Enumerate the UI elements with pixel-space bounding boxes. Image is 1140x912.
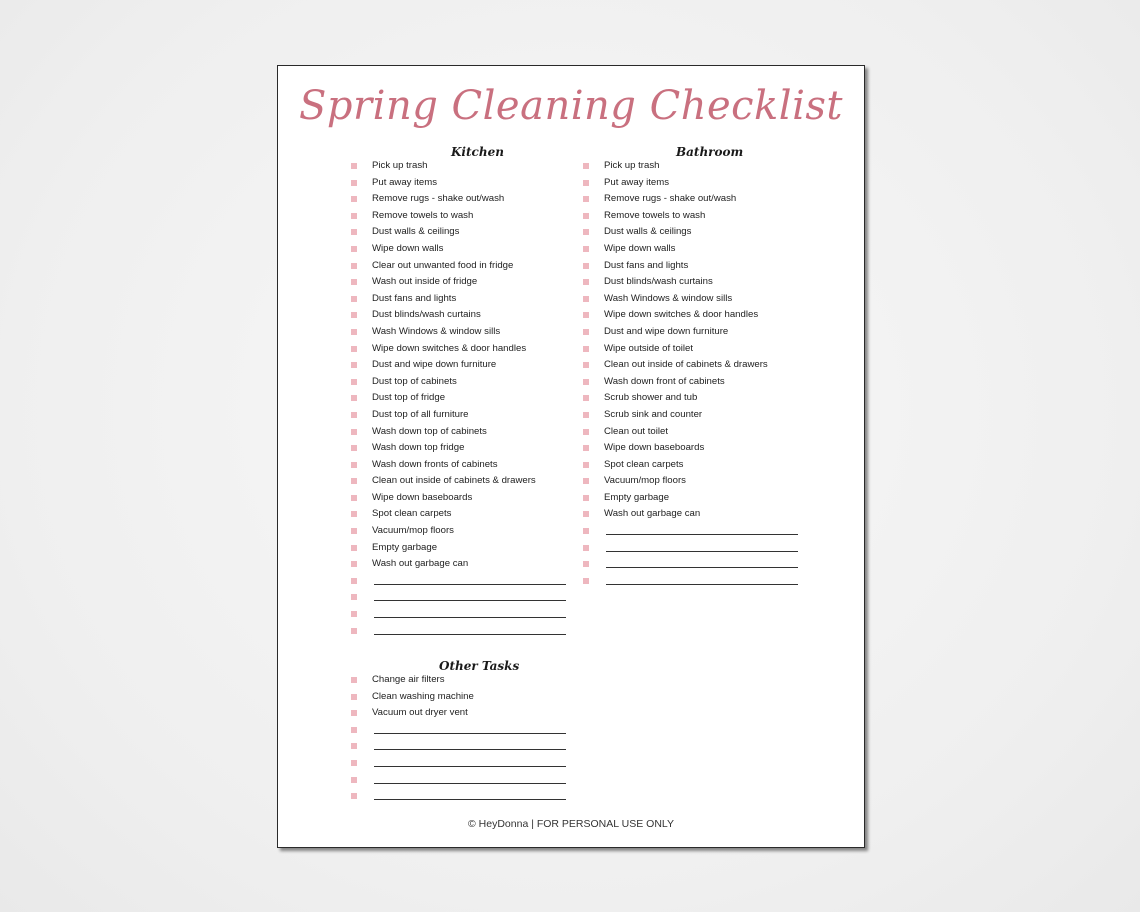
checkbox[interactable] [351,229,357,235]
checkbox[interactable] [351,611,357,617]
item-label: Wash out garbage can [604,508,701,520]
checklist-item [351,341,536,358]
blank-write-in-line[interactable] [374,733,566,734]
item-label: Wipe outside of toilet [604,342,694,354]
item-label: Remove rugs - shake out/wash [604,193,737,205]
checkbox[interactable] [351,545,357,551]
checkbox[interactable] [351,511,357,517]
checkbox[interactable] [351,180,357,186]
copyright-footer: © HeyDonna | FOR PERSONAL USE ONLY [468,818,674,830]
checkbox[interactable] [351,462,357,468]
checklist-item [583,424,768,441]
checklist-item [583,523,768,540]
item-label: Dust top of all furniture [372,408,469,420]
checklist-item [583,540,768,557]
checklist-item [351,788,474,805]
checkbox[interactable] [351,743,357,749]
checkbox[interactable] [583,213,589,219]
item-label: Dust fans and lights [604,259,689,271]
checklist-item [583,208,768,225]
page-title: Spring Cleaning Checklist [299,83,843,129]
blank-write-in-line[interactable] [374,766,566,767]
checkbox[interactable] [583,495,589,501]
checklist-item [583,490,768,507]
checkbox[interactable] [351,412,357,418]
checkbox[interactable] [583,445,589,451]
checkbox[interactable] [351,710,357,716]
checklist-item [351,672,474,689]
checkbox[interactable] [351,395,357,401]
item-label: Dust top of cabinets [372,375,457,387]
checklist-item [351,606,536,623]
item-label: Wipe down baseboards [372,491,473,503]
checklist-item [351,374,536,391]
checkbox[interactable] [351,727,357,733]
checkbox[interactable] [351,346,357,352]
item-label: Remove towels to wash [372,209,474,221]
checkbox[interactable] [351,478,357,484]
blank-write-in-line[interactable] [374,634,566,635]
blank-write-in-line[interactable] [606,551,798,552]
checkbox[interactable] [351,263,357,269]
checkbox[interactable] [583,528,589,534]
checklist-item [351,490,536,507]
checkbox[interactable] [351,312,357,318]
checklist-item [583,224,768,241]
blank-write-in-line[interactable] [374,783,566,784]
checkbox[interactable] [351,296,357,302]
item-label: Wash out inside of fridge [372,276,478,288]
blank-write-in-line[interactable] [606,534,798,535]
item-label: Dust walls & ceilings [372,226,460,238]
item-label: Spot clean carpets [604,458,684,470]
checkbox[interactable] [583,263,589,269]
checkbox[interactable] [351,379,357,385]
checklist-item [351,755,474,772]
checkbox[interactable] [583,229,589,235]
checkbox[interactable] [351,495,357,501]
item-label: Dust and wipe down furniture [604,325,729,337]
item-label: Wipe down walls [604,242,676,254]
checkbox[interactable] [351,628,357,634]
checklist-item [351,772,474,789]
item-label: Wash Windows & window sills [372,325,501,337]
checkbox[interactable] [351,279,357,285]
checklist-item [351,556,536,573]
checklist-item [351,623,536,640]
checklist-item [351,705,474,722]
item-label: Wipe down walls [372,242,444,254]
item-label: Vacuum/mop floors [372,525,454,537]
checkbox[interactable] [351,213,357,219]
checklist-item [351,175,536,192]
checkbox[interactable] [583,329,589,335]
checklist-item [583,258,768,275]
checklist-item [351,208,536,225]
item-label: Clean out inside of cabinets & drawers [604,359,768,371]
checklist-item [583,158,768,175]
blank-write-in-line[interactable] [374,799,566,800]
kitchen-list [351,158,536,639]
checkbox[interactable] [583,312,589,318]
checklist-item [351,573,536,590]
checklist-item [351,589,536,606]
checklist-item [351,689,474,706]
checklist-item [583,407,768,424]
checklist-item [583,241,768,258]
item-label: Wipe down switches & door handles [372,342,527,354]
checkbox[interactable] [583,511,589,517]
item-label: Wash down fronts of cabinets [372,458,498,470]
checklist-item [351,324,536,341]
item-label: Wipe down switches & door handles [604,309,759,321]
checklist-item [351,440,536,457]
checkbox[interactable] [583,246,589,252]
item-label: Wash down top fridge [372,442,465,454]
checklist-item [351,523,536,540]
item-label: Dust blinds/wash curtains [372,309,481,321]
checklist-item [583,291,768,308]
checkbox[interactable] [351,760,357,766]
item-label: Pick up trash [372,160,428,171]
checklist-item [583,506,768,523]
checklist-item [351,258,536,275]
checkbox[interactable] [351,561,357,567]
checkbox[interactable] [351,793,357,799]
checkbox[interactable] [583,362,589,368]
checkbox[interactable] [583,296,589,302]
item-label: Clean out toilet [604,425,668,437]
item-label: Clean out inside of cabinets & drawers [372,475,536,487]
blank-write-in-line[interactable] [374,600,566,601]
item-label: Scrub sink and counter [604,408,703,420]
checkbox[interactable] [583,379,589,385]
checklist-item [351,224,536,241]
checklist-item [583,324,768,341]
item-label: Wash down front of cabinets [604,375,725,387]
checkbox[interactable] [351,594,357,600]
blank-write-in-line[interactable] [606,584,798,585]
item-label: Dust blinds/wash curtains [604,276,713,288]
checkbox[interactable] [583,395,589,401]
blank-write-in-line[interactable] [374,749,566,750]
checklist-item [351,540,536,557]
checklist-item [583,573,768,590]
checkbox[interactable] [583,180,589,186]
bathroom-heading: Bathroom [676,145,744,159]
blank-write-in-line[interactable] [374,617,566,618]
checklist-item [583,374,768,391]
item-label: Wash down top of cabinets [372,425,487,437]
checkbox[interactable] [583,545,589,551]
checklist-item [351,291,536,308]
checkbox[interactable] [351,445,357,451]
checklist-item [351,738,474,755]
item-label: Pick up trash [604,160,660,171]
checklist-item [583,274,768,291]
checkbox[interactable] [351,528,357,534]
checklist-item [583,191,768,208]
checklist-item [583,357,768,374]
checkbox[interactable] [583,462,589,468]
item-label: Put away items [372,176,438,188]
blank-write-in-line[interactable] [374,584,566,585]
item-label: Change air filters [372,674,445,685]
item-label: Remove towels to wash [604,209,706,221]
item-label: Vacuum out dryer vent [372,707,468,719]
kitchen-heading: Kitchen [451,145,504,159]
checkbox[interactable] [583,196,589,202]
checklist-item [351,457,536,474]
checklist-item [351,357,536,374]
checklist-item [351,473,536,490]
checklist-item [351,390,536,407]
item-label: Wash out garbage can [372,558,469,570]
bathroom-list [583,158,768,589]
item-label: Dust fans and lights [372,292,457,304]
checkbox[interactable] [583,561,589,567]
checklist-sheet [277,65,865,848]
item-label: Wash Windows & window sills [604,292,733,304]
checklist-item [583,457,768,474]
checkbox[interactable] [583,412,589,418]
item-label: Spot clean carpets [372,508,452,520]
checkbox[interactable] [351,429,357,435]
checkbox[interactable] [351,163,357,169]
checkbox[interactable] [351,694,357,700]
checklist-item [583,307,768,324]
item-label: Dust walls & ceilings [604,226,692,238]
checklist-item [583,556,768,573]
checkbox[interactable] [583,478,589,484]
checklist-item [351,274,536,291]
item-label: Dust top of fridge [372,392,446,404]
checkbox[interactable] [583,429,589,435]
item-label: Clear out unwanted food in fridge [372,259,514,271]
checkbox[interactable] [351,246,357,252]
checklist-item [583,175,768,192]
checkbox[interactable] [583,279,589,285]
checkbox[interactable] [351,196,357,202]
item-label: Dust and wipe down furniture [372,359,497,371]
checklist-item [583,473,768,490]
checkbox[interactable] [351,777,357,783]
checklist-item [583,341,768,358]
checkbox[interactable] [583,346,589,352]
checklist-item [583,440,768,457]
checkbox[interactable] [351,329,357,335]
other-tasks-list [351,672,474,805]
item-label: Empty garbage [372,541,438,553]
item-label: Put away items [604,176,670,188]
checklist-item [351,407,536,424]
checkbox[interactable] [583,163,589,169]
item-label: Empty garbage [604,491,670,503]
checklist-item [351,424,536,441]
checklist-item [351,158,536,175]
checklist-item [351,722,474,739]
item-label: Clean washing machine [372,690,474,702]
checklist-item [583,390,768,407]
blank-write-in-line[interactable] [606,567,798,568]
item-label: Vacuum/mop floors [604,475,686,487]
item-label: Remove rugs - shake out/wash [372,193,505,205]
other-tasks-heading: Other Tasks [439,659,520,673]
checklist-item [351,241,536,258]
checklist-item [351,191,536,208]
checklist-item [351,307,536,324]
checkbox[interactable] [583,578,589,584]
checkbox[interactable] [351,362,357,368]
item-label: Scrub shower and tub [604,392,698,404]
checkbox[interactable] [351,578,357,584]
checkbox[interactable] [351,677,357,683]
checklist-item [351,506,536,523]
item-label: Wipe down baseboards [604,442,705,454]
